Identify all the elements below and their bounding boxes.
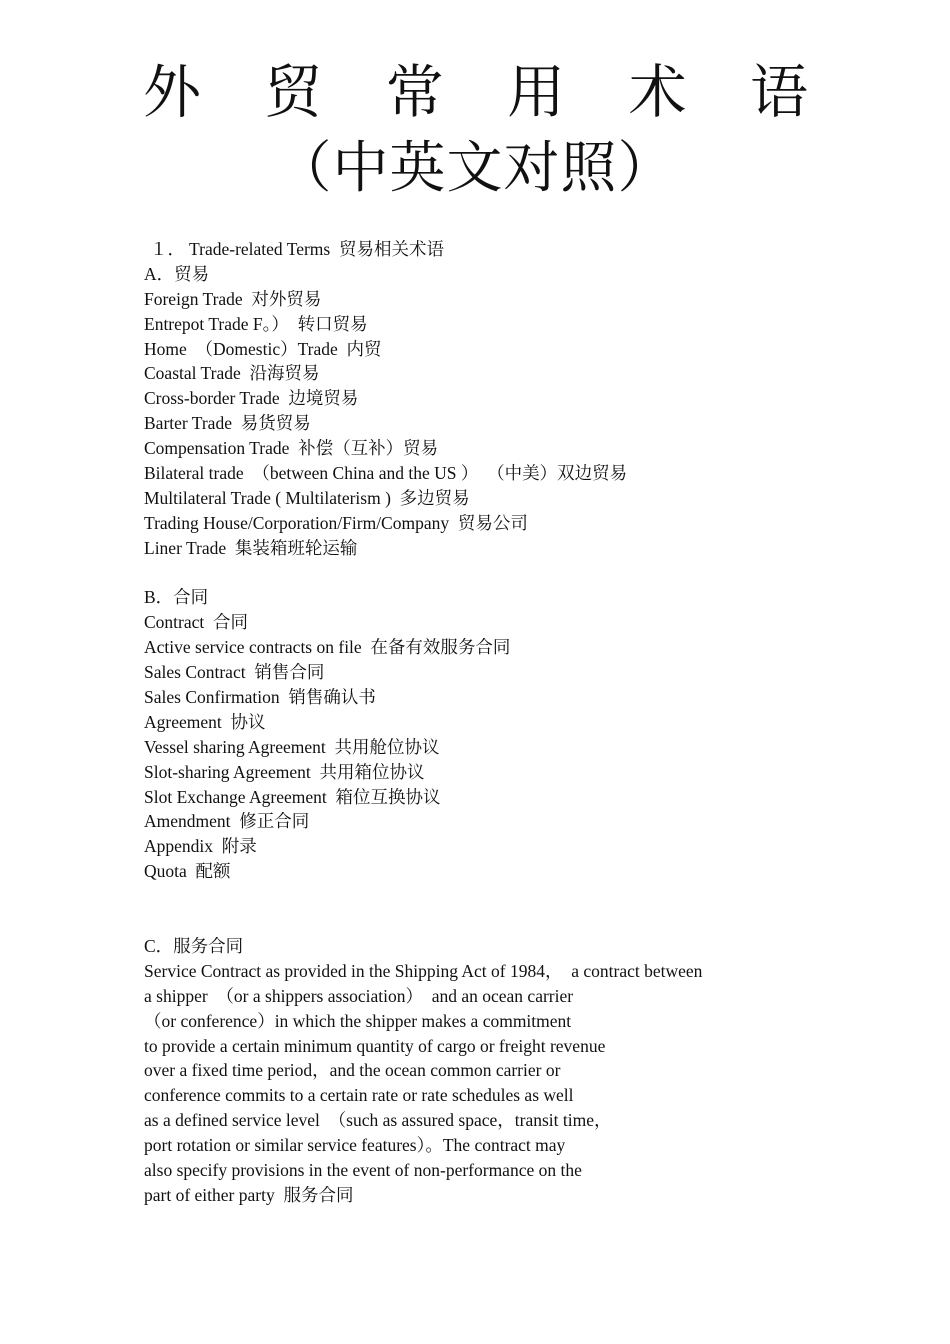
term-line: Home （Domestic）Trade 内贸	[144, 338, 382, 359]
term-line: Entrepot Trade F。） 转口贸易	[144, 313, 368, 334]
paragraph-line: a shipper （or a shippers association） and an ocean carrier	[144, 985, 574, 1006]
term-line: Active service contracts on file 在备有效服务合同	[144, 637, 511, 658]
term-line: Agreement 协议	[144, 711, 266, 732]
paragraph-line: port rotation or similar service features）。The contract may	[144, 1135, 566, 1156]
title-char: 用	[507, 60, 566, 125]
paragraph-line: conference commits to a certain rate or rate schedules as well	[144, 1085, 574, 1106]
term-line: Sales Confirmation 销售确认书	[144, 687, 376, 708]
paragraph-line: part of either party 服务合同	[144, 1184, 354, 1205]
term-line: Quota 配额	[144, 861, 231, 882]
paragraph-line: （or conference）in which the shipper makes a commitment	[144, 1010, 572, 1031]
section-b-heading: B．合同	[144, 587, 209, 608]
section-1-heading: １． Trade-related Terms 贸易相关术语	[150, 239, 444, 259]
paragraph-line: also specify provisions in the event of non-performance on the	[144, 1159, 582, 1180]
term-line: Coastal Trade 沿海贸易	[144, 363, 320, 384]
paragraph-line: to provide a certain minimum quantity of cargo or freight revenue	[144, 1035, 606, 1056]
term-line: Amendment 修正合同	[144, 811, 310, 832]
term-line: Vessel sharing Agreement 共用舱位协议	[144, 736, 440, 757]
document-body	[144, 237, 844, 1208]
term-line: Contract 合同	[144, 612, 249, 633]
title-char: 语	[749, 60, 808, 125]
term-line: Liner Trade 集装箱班轮运输	[144, 537, 358, 558]
blank-line	[144, 884, 844, 909]
term-line: Slot-sharing Agreement 共用箱位协议	[144, 761, 425, 782]
term-line: Barter Trade 易货贸易	[144, 413, 311, 434]
title-char: 常	[385, 60, 444, 125]
title-char: 术	[628, 60, 687, 125]
term-line: Appendix 附录	[144, 836, 257, 857]
term-line: Cross-border Trade 边境贸易	[144, 388, 359, 409]
section-c-heading: C．服务合同	[144, 935, 244, 956]
blank-line	[144, 909, 844, 934]
document-title	[143, 58, 808, 128]
term-line: Multilateral Trade ( Multilaterism ) 多边贸易	[144, 487, 470, 508]
paragraph-line: Service Contract as provided in the Shipping Act of 1984， a contract between	[144, 960, 703, 981]
term-line: Foreign Trade 对外贸易	[144, 288, 322, 309]
document-subtitle: （中英文对照）	[275, 138, 675, 200]
term-line: Sales Contract 销售合同	[144, 662, 325, 683]
title-char: 外	[143, 60, 202, 125]
section-a-heading: A．贸易	[144, 263, 210, 284]
paragraph-line: over a fixed time period，and the ocean common carrier or	[144, 1060, 561, 1081]
paragraph-line: as a defined service level （such as assured space，transit time，	[144, 1110, 612, 1131]
term-line: Slot Exchange Agreement 箱位互换协议	[144, 786, 441, 807]
term-line: Bilateral trade （between China and the US ） （中美）双边贸易	[144, 463, 628, 484]
title-char: 贸	[264, 60, 323, 125]
term-line: Trading House/Corporation/Firm/Company 贸易公司	[144, 512, 528, 533]
blank-line	[144, 561, 844, 586]
term-line: Compensation Trade 补偿（互补）贸易	[144, 438, 439, 459]
